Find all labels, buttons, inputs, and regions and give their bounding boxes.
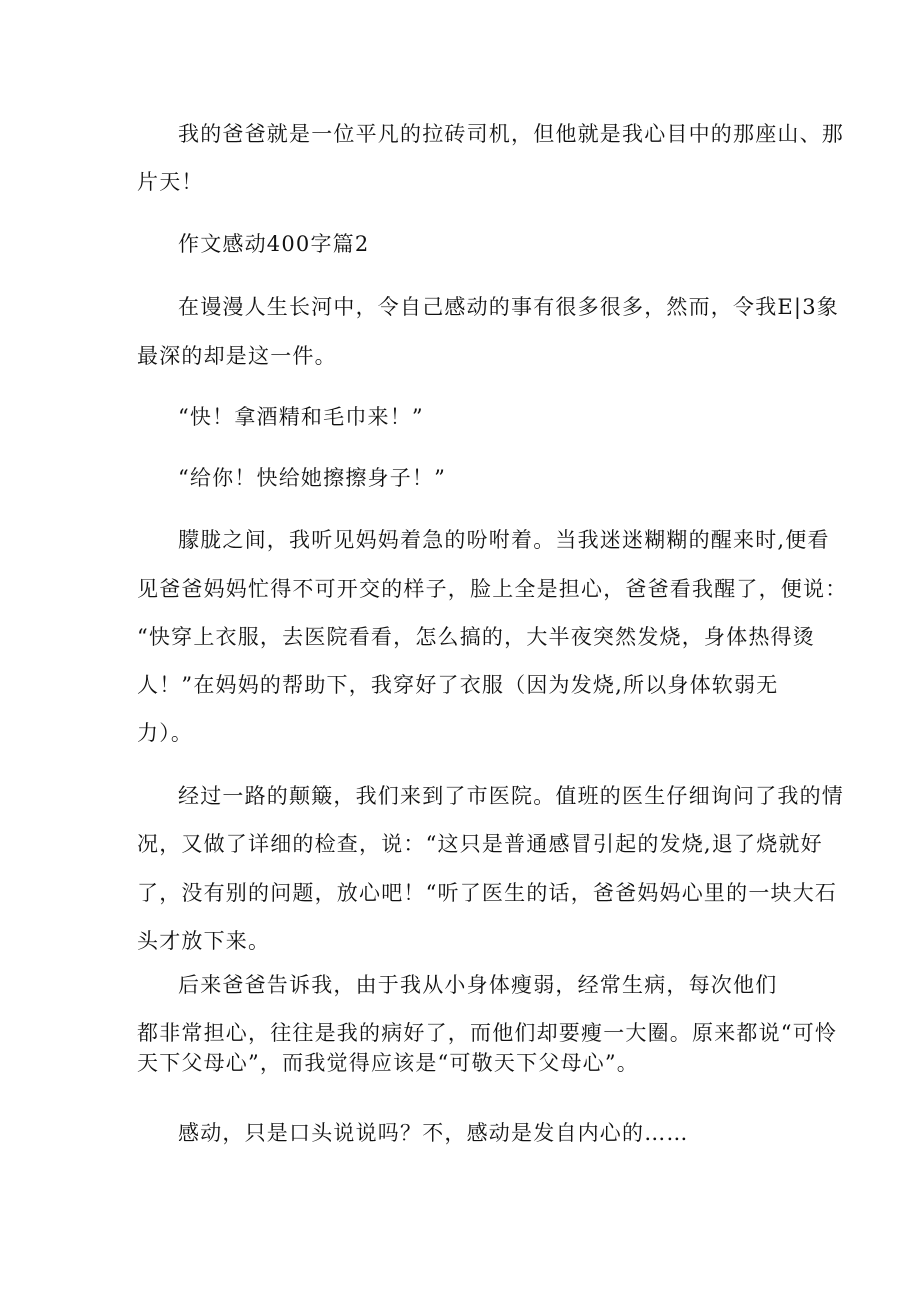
text-line: 了，没有别的问题，放心吧！“听了医生的话，爸爸妈妈心里的一块大石: [137, 881, 838, 905]
text-line: 人！”在妈妈的帮助下，我穿好了衣服（因为发烧,所以身体软弱无: [137, 673, 779, 697]
section-heading: 作文感动400字篇2: [178, 232, 370, 256]
text-line: 感动，只是口头说说吗？不，感动是发自内心的……: [178, 1121, 689, 1145]
text-line: 况，又做了详细的检查，说：“这只是普通感冒引起的发烧,退了烧就好: [137, 832, 823, 856]
text-line: 头才放下来。: [137, 929, 271, 953]
text-line: 我的爸爸就是一位平凡的拉砖司机，但他就是我心目中的那座山、那: [178, 122, 844, 146]
text-line: 朦胧之间，我听见妈妈着急的吩咐着。当我迷迷糊糊的醒来时,便看: [178, 528, 830, 552]
text-line: 最深的却是这一件。: [137, 344, 337, 368]
text-line: 天下父母心”，而我觉得应该是“可敬天下父母心”。: [137, 1051, 640, 1075]
text-line: 经过一路的颠簸，我们来到了市医院。值班的医生仔细询问了我的情: [178, 784, 844, 808]
text-line: 力）。: [137, 721, 194, 745]
text-line: 见爸爸妈妈忙得不可开交的样子，脸上全是担心，爸爸看我醒了，便说：: [137, 577, 848, 601]
dialogue-line-1: “快！拿酒精和毛巾来！”: [178, 405, 424, 429]
dialogue-line-2: “给你！快给她擦擦身子！”: [178, 466, 447, 490]
text-line: 后来爸爸告诉我，由于我从小身体瘦弱，经常生病，每次他们: [178, 973, 778, 997]
text-line: 片天！: [137, 170, 204, 194]
text-line: 都非常担心，往往是我的病好了，而他们却要瘦一大圈。原来都说“可怜: [137, 1021, 838, 1045]
text-line: 在谩漫人生长河中，令自己感动的事有很多很多，然而，令我E|3象: [178, 295, 839, 319]
text-line: “快穿上衣服，去医院看看，怎么搞的，大半夜突然发烧，身体热得烫: [137, 625, 815, 649]
